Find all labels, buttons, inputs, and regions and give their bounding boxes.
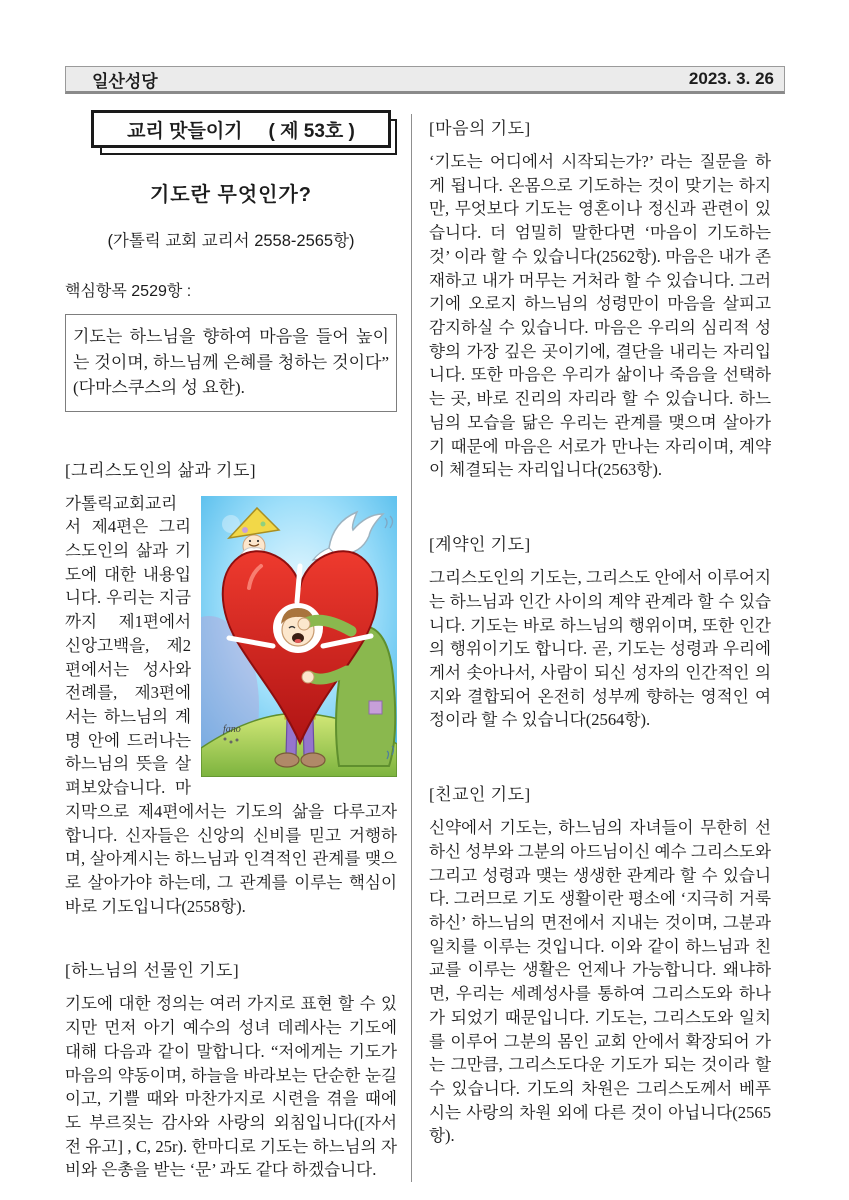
- section-heading-prayer-as-covenant: [계약인 기도]: [429, 535, 531, 555]
- section-body-prayer-of-heart: ‘기도는 어디에서 시작되는가?’ 라는 질문을 하게 됩니다. 온몸으로 기도하는 것이 맞기는 하지만, 무엇보다 기도는 영혼이나 정신과 관련이 있습니다. 더 엄밀히 말한다면 ‘마음이 기도하는 것’ 이라 할 수 있습니다(2562항). 마음은 내가 존재하고 내가 머무는 거처라 할 수 있습니다. 그러기에 오로지 하느님의 성령만이 마음을 살피고 감지하실 수 있습니다. 마음은 우리의 심리적 성향의 가장 깊은 곳이기에, 결단을 내리는 자리입니다. 또한 마음은 우리가 삶이나 죽음을 선택하는 곳, 바로 진리의 자리라 할 수 있습니다. 하느님의 모습을 닮은 우리는 관계를 맺으며 살아가기 때문에 마음은 서로가 만나는 자리이며, 계약이 체결되는 자리입니다(2563항).: [429, 152, 771, 480]
- left-column: [65, 104, 411, 1182]
- section-heading-prayer-as-communion: [친교인 기도]: [429, 785, 531, 805]
- section-heading-prayer-of-heart: [마음의 기도]: [429, 119, 531, 138]
- issue-date: 2023. 3. 26: [688, 69, 774, 88]
- right-column: [411, 114, 771, 1182]
- heart-cartoon-svg: [201, 496, 397, 777]
- issue-number: ( 제 53호 ): [268, 120, 355, 142]
- page-subtitle: (가톨릭 교회 교리서 2558-2565항): [107, 232, 355, 250]
- page-title: 기도란 무엇인가?: [149, 184, 312, 206]
- section-body-prayer-as-communion: 신약에서 기도는, 하느님의 자녀들이 무한히 선하신 성부와 그분의 아드님이신 예수 그리스도와 그리고 성령과 맺는 생생한 관계라 할 수 있습니다. 그러므로 기도 생활이란 평소에 ‘지극히 거룩하신’ 하느님의 면전에서 지내는 것이며, 그분과 일치를 이루는 것입니다. 이와 같이 하느님과 친교를 이루는 생활은 언제나 가능합니다. 왜냐하면, 우리는 세례성사를 통하여 그리스도와 하나가 되었기 때문입니다. 기도는, 그리스도와 일치를 이루어 그분의 몸인 교회 안에서 확장되어 가는 그만큼, 그리스도다운 기도가 되는 것이라 할 수 있습니다. 기도의 차원은 그리스도께서 베푸시는 사랑의 차원 외에 다른 것이 아닙니다(2565항).: [429, 818, 771, 1146]
- quote-box: 기도는 하느님을 향하여 마음을 들어 높이는 것이며, 하느님께 은혜를 청하는 것이다” (다마스쿠스의 성 요한).: [65, 314, 397, 412]
- section-heading-christian-life: [그리스도인의 삶과 기도]: [65, 460, 257, 480]
- jesus-hand-upper: [298, 618, 310, 630]
- page-header: [65, 66, 785, 94]
- section-body-with-illustration: [65, 492, 397, 919]
- boy-shoe-left: [275, 753, 299, 767]
- issue-title-box: [91, 110, 391, 148]
- jesus-hand-lower: [302, 671, 314, 683]
- series-title: 교리 맛들이기: [127, 120, 243, 142]
- section-body-prayer-as-covenant: 그리스도인의 기도는, 그리스도 안에서 이루어지는 하느님과 인간 사이의 계약 관계라 할 수 있습니다. 기도는 바로 하느님의 행위이며, 또한 인간의 행위이기도 합니다. 곧, 기도는 성령과 우리에게서 솟아나서, 사람이 되신 성자의 인간적인 의지와 결합되어 온전히 성부께 향하는 영적인 여정이라 할 수 있습니다(2564항).: [429, 568, 771, 730]
- section-body-christian-life: 가톨릭교회교리서 제4편은 그리스도인의 삶과 기도에 대한 내용입니다. 우리는 지금까지 제1편에서 신앙고백을, 제2편에서는 성사와 전례를, 제3편에서는 하느님의 계명 안에 드러나는 하느님의 뜻을 살펴보았습니다. 마지막으로 제4편에서는 기도의 삶을 다루고자 합니다. 신자들은 신앙의 신비를 믿고 거행하며, 살아계시는 하느님과 인격적인 관계를 맺으로 살아가야 하는데, 그 관계를 이루는 핵심이 바로 기도입니다(2558항).: [65, 493, 397, 916]
- boy-shoe-right: [301, 753, 325, 767]
- robe-patch: [369, 701, 382, 714]
- two-column-body: [65, 104, 785, 1182]
- svg-text:fano: fano: [223, 723, 241, 735]
- section-heading-gift-of-god: [하느님의 선물인 기도]: [65, 961, 240, 981]
- heart-cartoon-illustration: [201, 496, 397, 777]
- organization-name: 일산성당: [92, 71, 158, 91]
- key-item-label: 핵심항목 2529항 :: [65, 283, 192, 300]
- section-body-gift-of-god: 기도에 대한 정의는 여러 가지로 표현 할 수 있지만 먼저 아기 예수의 성녀 데레사는 기도에 대해 다음과 같이 말합니다. “저에게는 기도가 마음의 약동이며, 하늘을 바라보는 단순한 눈길이고, 기쁠 때와 마찬가지로 시련을 겪을 때에도 부르짖는 감사와 사랑의 외침입니다([자서전 유고] , C, 25r). 한마디로 기도는 하느님의 자비와 은총을 받는 ‘문’ 과도 같다 하겠습니다.: [65, 994, 397, 1180]
